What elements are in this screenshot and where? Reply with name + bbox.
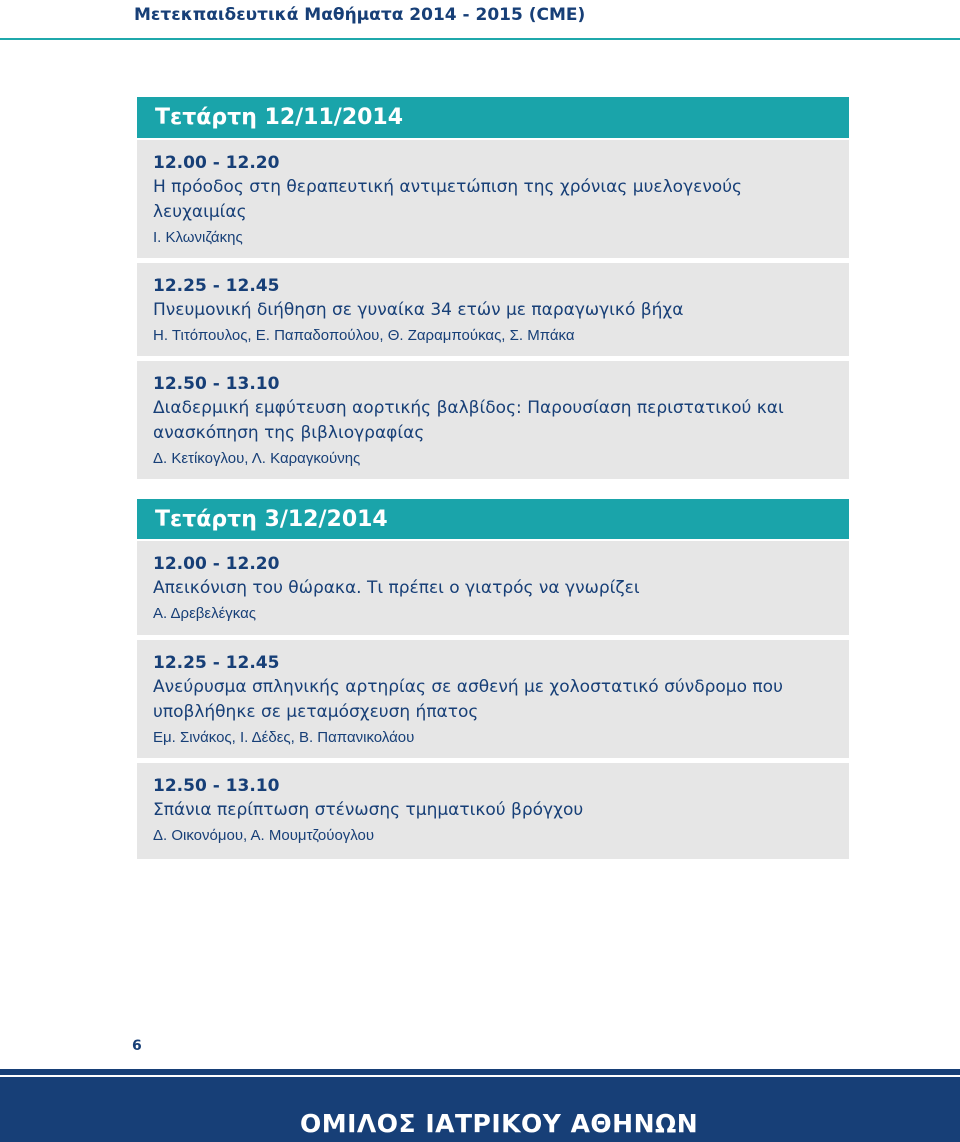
session-time: 12.50 - 13.10 xyxy=(153,776,280,796)
session-authors: Α. Δρεβελέγκας xyxy=(153,605,256,622)
session-authors: Η. Τιτόπουλος, Ε. Παπαδοπούλου, Θ. Ζαραμπούκας, Σ. Μπάκα xyxy=(153,327,575,344)
page-number: 6 xyxy=(132,1038,142,1054)
session-card xyxy=(137,263,849,356)
session-card xyxy=(137,361,849,479)
session-card xyxy=(137,541,849,635)
session-time: 12.00 - 12.20 xyxy=(153,554,280,574)
session-time: 12.25 - 12.45 xyxy=(153,276,280,296)
header-divider xyxy=(0,38,960,40)
session-time: 12.25 - 12.45 xyxy=(153,653,280,673)
organization-logo-text: ΟΜΙΛΟΣ ΙΑΤΡΙΚΟΥ ΑΘΗΝΩΝ xyxy=(300,1109,699,1138)
session-title: Διαδερμική εμφύτευση αορτικής βαλβίδος: Παρουσίαση περιστατικού και ανασκόπηση της βιβλιογραφίας xyxy=(153,398,784,443)
page-header-title: Μετεκπαιδευτικά Μαθήματα 2014 - 2015 (CME) xyxy=(134,5,586,25)
session-title: Πνευμονική διήθηση σε γυναίκα 34 ετών με παραγωγικό βήχα xyxy=(153,300,684,320)
session-time: 12.00 - 12.20 xyxy=(153,153,280,173)
session-authors: Δ. Κετίκογλου, Λ. Καραγκούνης xyxy=(153,450,361,467)
session-time: 12.50 - 13.10 xyxy=(153,374,280,394)
session-card xyxy=(137,763,849,859)
session-title: Απεικόνιση του θώρακα. Τι πρέπει ο γιατρός να γνωρίζει xyxy=(153,578,640,598)
session-card xyxy=(137,640,849,758)
session-title: Ανεύρυσμα σπληνικής αρτηρίας σε ασθενή με χολοστατικό σύνδρομο που υποβλήθηκε σε μεταμόσχευση ήπατος xyxy=(153,677,783,722)
session-card xyxy=(137,140,849,258)
footer-stripe xyxy=(0,1075,960,1077)
day-header-1: Τετάρτη 12/11/2014 xyxy=(137,97,849,138)
session-title: Η πρόοδος στη θεραπευτική αντιμετώπιση της χρόνιας μυελογενούς λευχαιμίας xyxy=(153,177,743,222)
session-authors: Δ. Οικονόμου, Α. Μουμτζούογλου xyxy=(153,827,375,844)
session-title: Σπάνια περίπτωση στένωσης τμηματικού βρόγχου xyxy=(153,800,584,820)
day-header-2: Τετάρτη 3/12/2014 xyxy=(137,499,849,539)
session-authors: Εμ. Σινάκος, Ι. Δέδες, Β. Παπανικολάου xyxy=(153,729,415,746)
session-authors: Ι. Κλωνιζάκης xyxy=(153,229,243,246)
